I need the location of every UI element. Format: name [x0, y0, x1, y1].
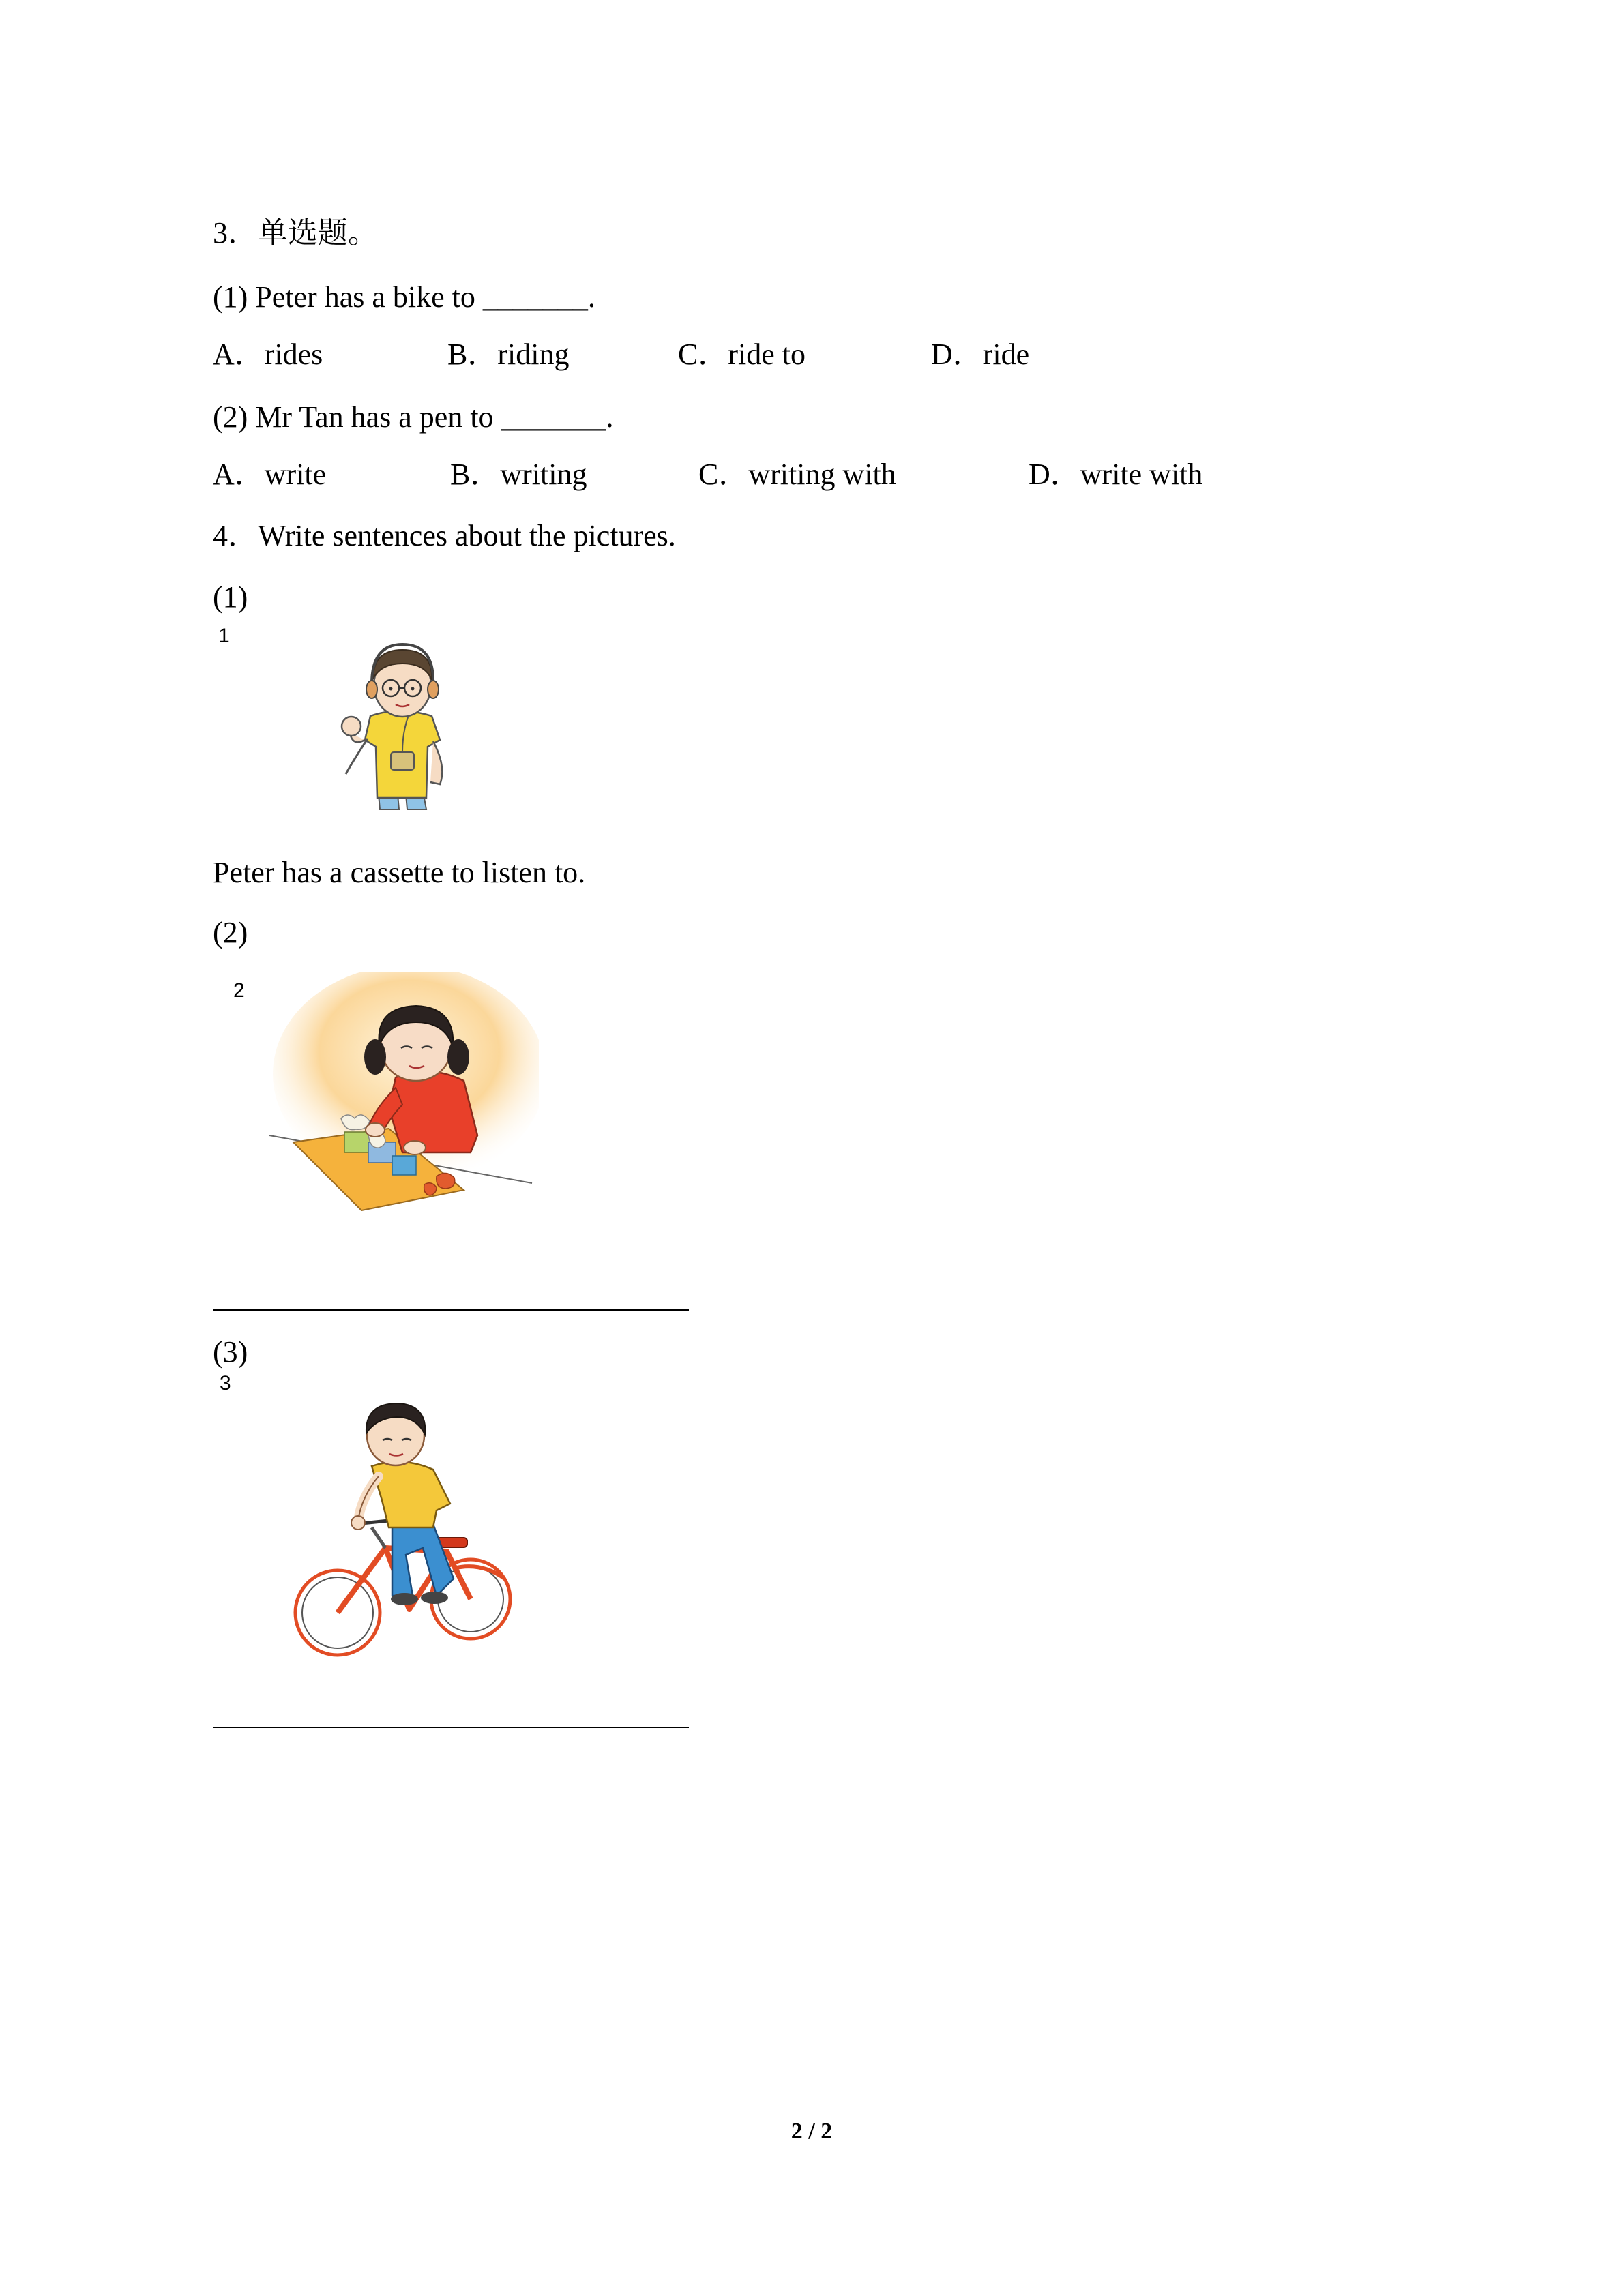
q4-item3-label: (3) [213, 1335, 248, 1369]
q4-item2-label: (2) [213, 916, 248, 949]
q4-item1-label: (1) [213, 580, 248, 614]
q4-heading: 4．Write sentences about the pictures. [213, 519, 676, 552]
boy-riding-bike-picture [290, 1391, 522, 1671]
q3-1-option-a: A．rides [213, 338, 323, 371]
q3-1-option-d: D．ride [931, 338, 1030, 371]
q4-item2-picture-number: 2 [233, 979, 245, 1002]
q3-2-option-d: D．write with [1029, 458, 1203, 491]
q4-item1-picture-number: 1 [218, 625, 230, 647]
q3-1-option-c: C．ride to [678, 338, 806, 371]
girl-puzzle-picture [266, 972, 539, 1224]
q3-2-option-a: A．write [213, 458, 327, 491]
q3-2-stem: (2) Mr Tan has a pen to _______. [213, 400, 614, 434]
q3-2-option-c: C．writing with [698, 458, 896, 491]
q3-heading: 3．单选题。 [213, 216, 378, 250]
boy-listening-picture [338, 631, 474, 811]
q4-item3-answer-line[interactable] [213, 1727, 689, 1728]
q3-1-stem: (1) Peter has a bike to _______. [213, 280, 595, 314]
q4-item2-answer-line[interactable] [213, 1309, 689, 1311]
page-number: 2 / 2 [791, 2119, 833, 2144]
q3-2-option-b: B．writing [450, 458, 587, 491]
q4-item1-answer: Peter has a cassette to listen to. [213, 856, 586, 889]
q4-item3-picture-number: 3 [220, 1372, 231, 1395]
q3-1-option-b: B．riding [447, 338, 570, 371]
